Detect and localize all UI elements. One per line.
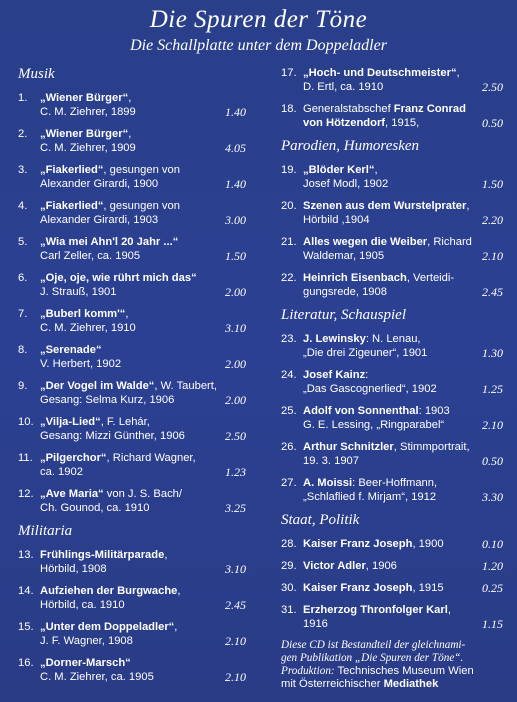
- page-title: Die Spuren der Töne: [149, 6, 368, 33]
- track-line-1: [40, 487, 246, 501]
- track-line-1: [40, 620, 246, 634]
- track-line-1: [40, 415, 246, 429]
- track-details: J. Strauß, 1901: [40, 286, 117, 298]
- track-duration: 4.05: [225, 141, 246, 155]
- track-number: 21.: [281, 236, 297, 248]
- track-title: Adolf von Sonnenthal: [303, 405, 419, 417]
- track-entry: [18, 91, 246, 119]
- note-label: Produktion:: [281, 665, 335, 677]
- track-line-2: [303, 116, 503, 130]
- track-line-2: [40, 598, 246, 612]
- track-title: „Hoch- und Deutschmeister“: [303, 67, 457, 79]
- track-line-2: [303, 285, 503, 299]
- track-number: 15.: [18, 621, 34, 633]
- track-entry: [18, 127, 246, 155]
- track-title: Kaiser Franz Joseph: [303, 582, 413, 594]
- track-duration: 3.30: [482, 490, 503, 504]
- track-entry: [281, 559, 503, 573]
- track-number: 20.: [281, 200, 297, 212]
- track-title-suffix: ,: [456, 67, 460, 79]
- track-details: gungsrede, 1908: [303, 286, 387, 298]
- track-line-2: [303, 249, 503, 263]
- track-entry: [281, 199, 503, 227]
- track-line-1: [303, 476, 503, 490]
- track-title: Heinrich Eisenbach: [303, 272, 407, 284]
- track-title-suffix: , Verteidi-: [406, 272, 455, 284]
- track-number: 4.: [18, 200, 28, 212]
- track-entry: [281, 368, 503, 396]
- track-title-suffix: , Richard Wagner,: [106, 452, 196, 464]
- track-line-2: [303, 382, 503, 396]
- track-duration: 2.45: [482, 285, 503, 299]
- track-line-1: [40, 307, 246, 321]
- track-details: Hörbild, 1908: [40, 563, 107, 575]
- track-line-1: [303, 404, 503, 418]
- track-details: Ch. Gounod, ca. 1910: [40, 502, 150, 514]
- track-title: Alles wegen die Weiber: [303, 236, 428, 248]
- track-title-suffix: , Stimmportrait,: [393, 441, 470, 453]
- track-duration: 0.50: [482, 116, 503, 130]
- track-title: Erzherzog Thronfolger Karl: [303, 604, 448, 616]
- track-entry: [281, 537, 503, 551]
- track-duration: 2.20: [482, 213, 503, 227]
- track-number: 31.: [281, 604, 297, 616]
- track-entry: [18, 307, 246, 335]
- track-title: „Dorner-Marsch“: [40, 657, 131, 669]
- note-text: Technisches Museum Wien: [334, 665, 474, 677]
- track-details: „Das Gascognerlied“, 1902: [303, 383, 437, 395]
- track-title-suffix: , gesungen von: [103, 164, 180, 176]
- track-line-1: [303, 440, 503, 454]
- track-title-suffix: von J. S. Bach/: [103, 488, 182, 500]
- track-entry: [281, 476, 503, 504]
- track-line-2: [40, 562, 246, 576]
- track-duration: 3.10: [225, 562, 246, 576]
- track-title: „Fiakerlied“: [40, 164, 104, 176]
- track-number: 17.: [281, 67, 297, 79]
- track-number: 9.: [18, 380, 28, 392]
- track-details: C. M. Ziehrer, 1909: [40, 142, 136, 154]
- track-title: „Ave Maria“: [40, 488, 104, 500]
- track-entry: [18, 656, 246, 684]
- track-line-2: [40, 285, 246, 299]
- track-line-1: [303, 368, 503, 382]
- track-entry: [281, 163, 503, 191]
- track-title-suffix: ,: [447, 604, 451, 616]
- track-number: 22.: [281, 272, 297, 284]
- track-entry: [18, 548, 246, 576]
- track-line-2: [303, 177, 503, 191]
- track-title: „Unter dem Doppeladler“: [40, 621, 175, 633]
- track-number: 28.: [281, 538, 297, 550]
- track-details: „Die drei Zigeuner“, 1901: [303, 347, 428, 359]
- track-title: „Blöder Kerl“: [303, 164, 375, 176]
- production-note: [281, 639, 503, 691]
- track-details: 19. 3. 1907: [303, 455, 359, 467]
- note-line: [281, 678, 503, 691]
- section-heading: Staat, Politik: [281, 512, 360, 528]
- track-line-2: [40, 249, 246, 263]
- track-number: 13.: [18, 549, 34, 561]
- track-line-2: [40, 105, 246, 119]
- track-number: 14.: [18, 585, 34, 597]
- track-title-suffix: , Richard: [427, 236, 472, 248]
- track-details: D. Ertl, ca. 1910: [303, 81, 384, 93]
- track-duration: 3.00: [225, 213, 246, 227]
- track-duration: 1.50: [482, 177, 503, 191]
- track-line-2: [40, 357, 246, 371]
- track-duration: 2.00: [225, 393, 246, 407]
- track-line-1: [303, 235, 503, 249]
- track-duration: 1.25: [482, 382, 503, 396]
- track-line-2: [40, 321, 246, 335]
- track-number: 24.: [281, 369, 297, 381]
- track-entry: [18, 343, 246, 371]
- note-line: Diese CD ist Bestandteil der gleichnami-: [281, 639, 466, 651]
- track-entry: [18, 487, 246, 515]
- track-entry: [281, 102, 503, 130]
- track-line-2: [40, 393, 246, 407]
- track-duration: 2.10: [482, 249, 503, 263]
- track-entry: [281, 581, 503, 595]
- track-number: 11.: [18, 452, 33, 464]
- track-line-2: [303, 617, 503, 631]
- track-number: 26.: [281, 441, 297, 453]
- note-text: mit Österreichischer: [281, 678, 384, 690]
- track-title: A. Moissi: [303, 477, 353, 489]
- track-line-1: [40, 127, 246, 141]
- track-title-suffix: , F. Lehár,: [100, 416, 150, 428]
- track-title: Szenen aus dem Wurstelprater: [303, 200, 467, 212]
- track-details: C. M. Ziehrer, 1899: [40, 106, 136, 118]
- track-details: Alexander Girardi, 1903: [40, 214, 159, 226]
- track-entry: [18, 235, 246, 263]
- track-line-1: [40, 584, 246, 598]
- track-title: Victor Adler: [303, 560, 366, 572]
- track-number: 27.: [281, 477, 297, 489]
- track-line-2: [303, 490, 503, 504]
- track-entry: [18, 163, 246, 191]
- track-duration: 2.10: [482, 418, 503, 432]
- section-heading: Militaria: [18, 523, 73, 539]
- track-duration: 0.50: [482, 454, 503, 468]
- track-number: 18.: [281, 103, 297, 115]
- track-number: 1.: [18, 92, 28, 104]
- track-details: C. M. Ziehrer, ca. 1905: [40, 671, 154, 683]
- track-line-2: [40, 141, 246, 155]
- track-duration: 3.10: [225, 321, 246, 335]
- track-line-1: [40, 548, 246, 562]
- track-duration: 1.15: [482, 617, 503, 631]
- track-title: Aufziehen der Burgwache: [40, 585, 178, 597]
- track-number: 25.: [281, 405, 297, 417]
- track-details: , 1915,: [385, 117, 420, 129]
- track-title: Frühlings-Militärparade: [40, 549, 165, 561]
- track-duration: 2.10: [225, 670, 246, 684]
- track-line-1: [40, 379, 246, 393]
- track-title-suffix: ,: [164, 549, 168, 561]
- track-number: 30.: [281, 582, 297, 594]
- track-duration: 1.30: [482, 346, 503, 360]
- track-entry: [281, 603, 503, 631]
- track-title: „Wiener Bürger“: [40, 128, 129, 140]
- track-line-2: [40, 465, 246, 479]
- track-title: Franz Conrad: [393, 103, 466, 115]
- track-title: „Pilgerchor“: [40, 452, 107, 464]
- track-title-cont: von Hötzendorf: [303, 117, 386, 129]
- track-line-2: [303, 418, 503, 432]
- track-number: 3.: [18, 164, 28, 176]
- track-title-suffix: , 1906: [365, 560, 397, 572]
- track-line-2: [40, 670, 246, 684]
- track-line-1: [40, 451, 246, 465]
- track-details: Gesang: Mizzi Günther, 1906: [40, 430, 185, 442]
- track-line-1: [40, 271, 246, 285]
- track-details: 1916: [303, 618, 328, 630]
- track-line-2: [40, 213, 246, 227]
- track-title-suffix: , gesungen von: [103, 200, 180, 212]
- track-line-2: [40, 177, 246, 191]
- track-line-2: [303, 213, 503, 227]
- track-duration: 3.25: [225, 501, 246, 515]
- track-details: Alexander Girardi, 1900: [40, 178, 159, 190]
- track-title: Josef Kainz: [303, 369, 366, 381]
- track-duration: 2.00: [225, 357, 246, 371]
- track-title: „Fiakerlied“: [40, 200, 104, 212]
- track-entry: [281, 332, 503, 360]
- track-details: „Schlaflied f. Mirjam“, 1912: [303, 491, 437, 503]
- track-title-suffix: : N. Lenau,: [365, 333, 421, 345]
- track-line-1: [303, 537, 503, 551]
- track-entry: [18, 199, 246, 227]
- track-title-suffix: ,: [177, 585, 181, 597]
- track-title-suffix: ,: [128, 92, 132, 104]
- section-heading: Literatur, Schauspiel: [281, 307, 407, 323]
- track-line-1: [303, 271, 503, 285]
- track-number: 6.: [18, 272, 28, 284]
- track-duration: 2.10: [225, 634, 246, 648]
- track-duration: 1.23: [225, 465, 246, 479]
- track-title: J. Lewinsky: [303, 333, 366, 345]
- track-duration: 2.45: [225, 598, 246, 612]
- track-line-1: [40, 199, 246, 213]
- track-title-suffix: : Beer-Hoffmann,: [352, 477, 438, 489]
- track-title-suffix: : 1903: [418, 405, 450, 417]
- track-line-1: [303, 559, 503, 573]
- track-line-1: [40, 343, 246, 357]
- track-title: „Vilja-Lied“: [40, 416, 101, 428]
- track-entry: [281, 235, 503, 263]
- note-line: gen Publikation „Die Spuren der Töne“.: [281, 652, 464, 664]
- track-line-2: [303, 80, 503, 94]
- track-number: 12.: [18, 488, 34, 500]
- track-line-2: [40, 501, 246, 515]
- track-duration: 1.20: [482, 559, 503, 573]
- track-details: Gesang: Selma Kurz, 1906: [40, 394, 175, 406]
- track-title: „Der Vogel im Walde“: [40, 380, 155, 392]
- note-bold: Mediathek: [383, 678, 439, 690]
- track-line-2: [40, 429, 246, 443]
- track-title-suffix: , 1900: [412, 538, 444, 550]
- track-entry: [18, 379, 246, 407]
- track-line-2: [303, 346, 503, 360]
- track-entry: [18, 620, 246, 648]
- track-title-suffix: ,: [174, 621, 178, 633]
- page-subtitle: Die Schallplatte unter dem Doppeladler: [130, 37, 387, 54]
- section-heading: Musik: [18, 66, 55, 82]
- track-line-1: [40, 656, 246, 670]
- track-title: „Oje, oje, wie rührt mich das“: [40, 272, 197, 284]
- track-entry: [18, 415, 246, 443]
- note-line: [281, 665, 503, 678]
- track-details: Waldemar, 1905: [303, 250, 385, 262]
- track-title-suffix: ,: [374, 164, 378, 176]
- right-column: [281, 66, 503, 691]
- track-number: 8.: [18, 344, 28, 356]
- track-number: 16.: [18, 657, 34, 669]
- track-number: 10.: [18, 416, 34, 428]
- track-line-1: [303, 66, 503, 80]
- track-title-suffix: , W. Taubert,: [154, 380, 217, 392]
- track-details: Hörbild ,1904: [303, 214, 370, 226]
- track-details: V. Herbert, 1902: [40, 358, 122, 370]
- track-number: 29.: [281, 560, 297, 572]
- track-details: J. F. Wagner, 1908: [40, 635, 133, 647]
- track-duration: 1.40: [225, 177, 246, 191]
- track-line-1: [303, 603, 503, 617]
- track-number: 7.: [18, 308, 28, 320]
- track-details: Hörbild, ca. 1910: [40, 599, 125, 611]
- track-title-suffix: , 1915: [412, 582, 444, 594]
- track-line-2: [303, 454, 503, 468]
- track-prefix: Generalstabschef: [303, 103, 394, 115]
- track-line-2: [40, 634, 246, 648]
- track-title: „Wiener Bürger“: [40, 92, 129, 104]
- track-line-1: [303, 102, 503, 116]
- track-number: 5.: [18, 236, 28, 248]
- track-entry: [18, 451, 246, 479]
- track-title: „Buberl komm'“: [40, 308, 126, 320]
- track-line-1: [303, 581, 503, 595]
- track-entry: [18, 584, 246, 612]
- track-title-suffix: :: [365, 369, 369, 381]
- track-number: 19.: [281, 164, 297, 176]
- track-title: „Wia mei Ahn'l 20 Jahr ...“: [40, 236, 179, 248]
- track-entry: [281, 271, 503, 299]
- track-details: C. M. Ziehrer, 1910: [40, 322, 136, 334]
- track-title-suffix: ,: [128, 128, 132, 140]
- track-line-1: [40, 91, 246, 105]
- track-line-1: [40, 235, 246, 249]
- track-details: G. E. Lessing, „Ringparabel“: [303, 419, 445, 431]
- track-title-suffix: ,: [125, 308, 129, 320]
- section-heading: Parodien, Humoresken: [281, 138, 420, 154]
- track-line-1: [303, 332, 503, 346]
- track-line-1: [303, 199, 503, 213]
- track-duration: 2.50: [225, 429, 246, 443]
- track-line-1: [40, 163, 246, 177]
- track-entry: [281, 404, 503, 432]
- track-number: 2.: [18, 128, 28, 140]
- track-title: Kaiser Franz Joseph: [303, 538, 413, 550]
- track-title-suffix: ,: [466, 200, 470, 212]
- track-entry: [281, 66, 503, 94]
- track-entry: [18, 271, 246, 299]
- track-line-1: [303, 163, 503, 177]
- left-column: [18, 66, 246, 692]
- track-duration: 2.00: [225, 285, 246, 299]
- track-details: Carl Zeller, ca. 1905: [40, 250, 141, 262]
- track-duration: 0.10: [482, 537, 503, 551]
- track-title: Arthur Schnitzler: [303, 441, 394, 453]
- track-duration: 0.25: [482, 581, 503, 595]
- track-number: 23.: [281, 333, 297, 345]
- track-duration: 1.40: [225, 105, 246, 119]
- track-duration: 2.50: [482, 80, 503, 94]
- track-details: Josef Modl, 1902: [303, 178, 389, 190]
- track-entry: [281, 440, 503, 468]
- track-details: ca. 1902: [40, 466, 83, 478]
- track-duration: 1.50: [225, 249, 246, 263]
- track-title: „Serenade“: [40, 344, 102, 356]
